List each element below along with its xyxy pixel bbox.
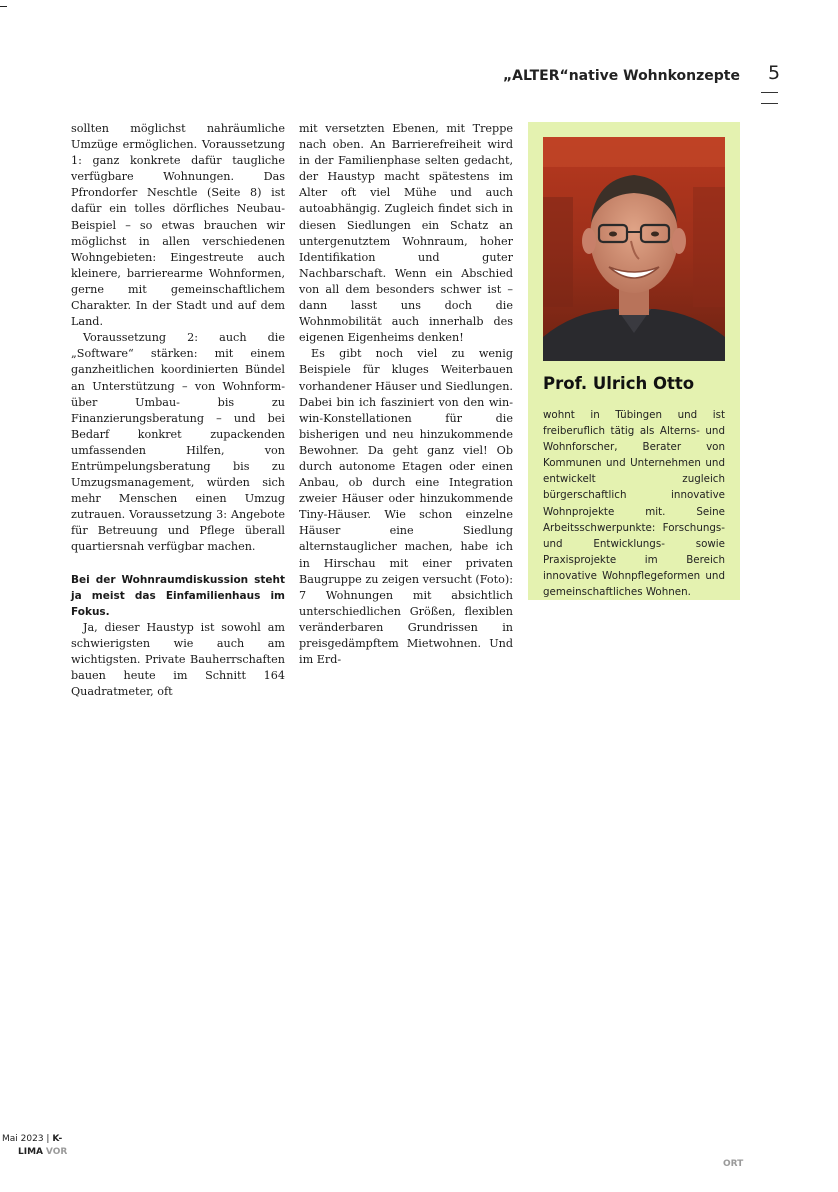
running-header-title: „ALTER“native Wohnkonzepte — [502, 68, 740, 84]
author-portrait-photo — [543, 137, 725, 361]
page-number-rule-top — [761, 92, 778, 93]
footer-brand-line1: K- — [52, 1134, 63, 1144]
article-paragraph: Ja, dieser Haustyp ist sowohl am schwierigsten wie auch am wichtigsten. Private Bauherrschaften bauen heute im Schnitt 164 Quadratmeter, oft — [71, 620, 285, 698]
footer-separator: | — [46, 1134, 50, 1144]
article-paragraph: Voraussetzung 2: auch die „Software“ stärken: mit einem ganzheitlichen koordinierten Bündel an Unterstützung – von Wohnform- über Umbau- bis zu Finanzierungsberatung – und bei Bedarf konkret zupackenden umfassenden Hilfen, von Entrümpelungsberatung bis zu Umzugsmanagement, würden sich mehr Menschen einen Umzug zutrauen. Voraussetzung 3: Angebote für Betreuung und Pflege überall quartiersnah verfügbar machen. — [71, 331, 285, 554]
page-number-rule-bottom — [761, 103, 778, 104]
footer-date: Mai 2023 — [2, 1134, 44, 1144]
article-paragraph: Es gibt noch viel zu wenig Beispiele für kluges Weiterbauen vorhandener Häuser und Siedlungen. Dabei bin ich fasziniert von den win-win-Konstellationen für die bisherigen und neu hinzukommende Bewohner. Da geht ganz viel! Ob durch autonome Etagen oder einen Anbau, ob durch eine Integration zweier Häuser oder hinzukommende Tiny-Häuser. Wie schon einzelne Häuser eine Siedlung alternstauglicher machen, habe ich in Hirschau mit einer privaten Baugruppe zu zeigen versucht (Foto): 7 Wohnungen mit absichtlich unterschiedlichen Größen, flexiblen veränderbaren Grundrissen in preisgedämpftem Mietwohnen. Und im Erd- — [299, 347, 513, 667]
author-bio: wohnt in Tübingen und ist freiberuflich tätig als Alterns- und Wohnforscher, Berater von Kommunen und Unternehmen und entwickelt zugleich bürgerschaftlich innovative Wohnprojekte mit. Seine Arbeitsschwerpunkte: Forschungs- und Entwicklungs- sowie Praxisprojekte im Bereich innovative Wohnpflegeformen und gemeinschaftliches Wohnen. — [543, 409, 725, 599]
author-name: Prof. Ulrich Otto — [543, 374, 695, 393]
crop-mark — [0, 6, 7, 7]
article-column-2 — [299, 121, 513, 668]
interview-question: Bei der Wohnraumdiskussion steht ja meist das Einfamilienhaus im Fokus. — [71, 573, 285, 618]
page-number: 5 — [768, 62, 781, 84]
footer-section-label: ORT — [723, 1159, 744, 1169]
footer-publication — [2, 1133, 67, 1159]
article-paragraph: mit versetzten Ebenen, mit Treppe nach oben. An Barrierefreiheit wird in der Familienphase selten gedacht, der Haustyp macht spätestens im Alter oft viel Mühe und auch autoabhängig. Zugleich findet sich in diesen Siedlungen ein Schatz an untergenutztem Wohnraum, hoher Identifikation und guter Nachbarschaft. Wenn ein Abschied von all dem besonders schwer ist – dann lasst uns doch die Wohnmobilität auch innerhalb des eigenen Eigenheims denken! — [299, 122, 513, 345]
footer-brand-gray: VOR — [45, 1147, 68, 1157]
article-paragraph: sollten möglichst nahräumliche Umzüge ermöglichen. Voraussetzung 1: ganz konkrete dafür taugliche verfügbare Wohnungen. Das Pfrondorfer Neschtle (Seite 8) ist dafür ein tolles dörfliches Neubau-Beispiel – so etwas brauchen wir möglichst in allen verschiedenen Wohngebieten: Eingestreute auch kleinere, barrierearme Wohnformen, gerne mit gemeinschaftlichem Charakter. In der Stadt und auf dem Land. — [71, 122, 285, 329]
article-column-1 — [71, 121, 285, 700]
footer-brand-line2: LIMA — [18, 1147, 44, 1157]
